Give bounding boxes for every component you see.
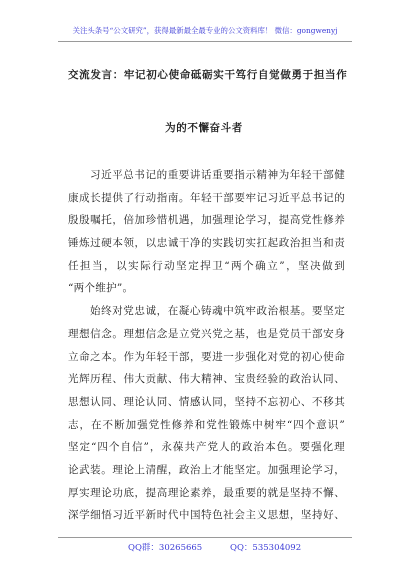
body-line: 始终对党忠诚，在凝心铸魂中筑牢政治根基。要坚定	[90, 305, 345, 318]
footer-qq: QQ：535304092	[230, 543, 302, 553]
body-paragraph-1	[68, 164, 345, 300]
body-line: 厚实理论功底，提高理论素养，最重要的就是坚持不懈、	[68, 486, 345, 499]
footer-rule	[58, 537, 352, 538]
body-line: 深学细悟习近平新时代中国特色社会主义思想，坚持好、	[68, 509, 345, 522]
header-rule	[58, 41, 352, 42]
header-banner: 关注头条号“公文研究”，获得最新最全最专业的公文资料库！ 微信：gongwenyj	[72, 26, 338, 35]
body-line: 光辉历程、伟大贡献、伟大精神、宝贵经验的政治认同、	[68, 373, 345, 386]
document-body	[68, 164, 345, 527]
body-line: 锤炼过硬本领，以忠诚干净的实践切实扛起政治担当和责	[68, 237, 345, 250]
body-line: 坚定“四个自信”，永葆共产党人的政治本色。要强化理	[68, 441, 345, 454]
body-line: 论武装。理论上清醒，政治上才能坚定。加强理论学习，	[68, 463, 345, 476]
body-line: 立命之本。作为年轻干部，要进一步强化对党的初心使命	[68, 350, 345, 363]
body-line: 任担当，以实际行动坚定捍卫“两个确立”，坚决做到	[68, 259, 345, 272]
body-line: 志，在不断加强党性修养和党性锻炼中树牢“四个意识”	[68, 418, 345, 431]
doc-title-line-2: 为的不懈奋斗者	[165, 122, 243, 134]
body-line: 康成长提供了行动指南。年轻干部要牢记习近平总书记的	[68, 191, 345, 204]
body-paragraph-2	[68, 300, 345, 527]
body-line: 思想认同、理论认同、情感认同，坚持不忘初心、不移其	[68, 395, 345, 408]
body-line: 殷殷嘱托，倍加珍惜机遇，加强理论学习，提高党性修养	[68, 214, 345, 227]
body-line: 理想信念。理想信念是立党兴党之基，也是党员干部安身	[68, 327, 345, 340]
footer-qq-group: QQ群：30265665	[128, 543, 203, 553]
doc-title-line-1: 交流发言：牢记初心使命砥砺实干笃行自觉做勇于担当作	[68, 69, 347, 81]
body-line: 习近平总书记的重要讲话重要指示精神为年轻干部健	[90, 169, 345, 181]
body-line: “两个维护”。	[68, 282, 134, 295]
